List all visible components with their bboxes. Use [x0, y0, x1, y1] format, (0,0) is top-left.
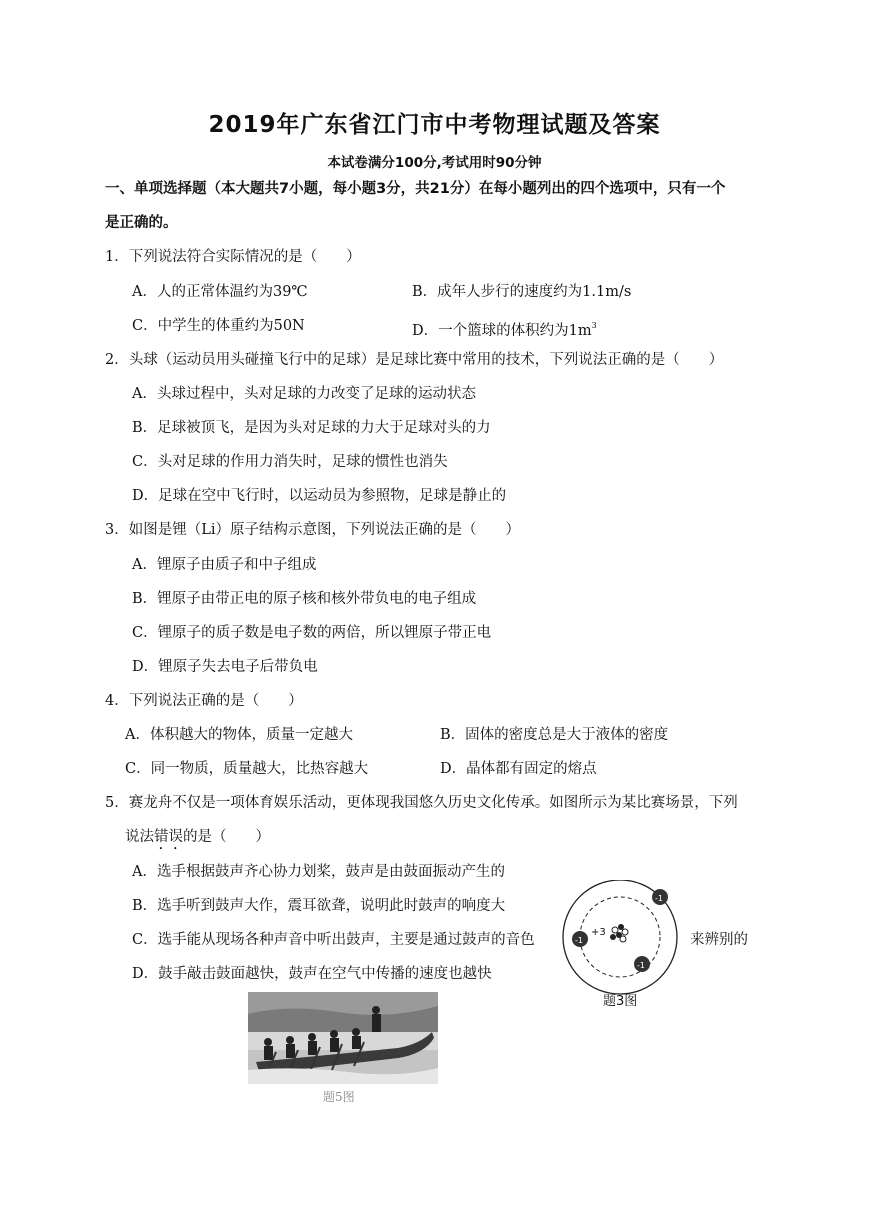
q2-option-b: B．足球被顶飞，是因为头对足球的力大于足球对头的力 — [132, 420, 491, 436]
q4-stem: 4．下列说法正确的是（ ） — [105, 693, 303, 709]
q1-option-d-text: D．一个篮球的体积约为1m — [412, 323, 592, 339]
q1-option-c: C．中学生的体重约为50N — [132, 318, 305, 334]
q5-stem-emphasis: 错误 — [154, 829, 183, 845]
q4-option-c: C．同一物质，质量越大，比热容越大 — [125, 761, 369, 777]
q3-option-b: B．锂原子由带正电的原子核和核外带负电的电子组成 — [132, 591, 477, 607]
q1-option-b: B．成年人步行的速度约为1.1m/s — [412, 284, 632, 300]
page-subtitle: 本试卷满分100分,考试用时90分钟 — [327, 155, 542, 171]
q5-option-c-tail: 来辨别的 — [690, 932, 748, 948]
q4-option-b: B．固体的密度总是大于液体的密度 — [440, 727, 669, 743]
q1-option-d — [412, 317, 597, 340]
electron-label: -1 — [637, 961, 645, 970]
q3-stem: 3．如图是锂（Li）原子结构示意图，下列说法正确的是（ ） — [105, 522, 520, 538]
q5-option-b: B．选手听到鼓声大作，震耳欲聋，说明此时鼓声的响度大 — [132, 898, 506, 914]
q5-stem-pre: 说法 — [125, 829, 154, 845]
fig5-caption: 题5图 — [323, 1090, 355, 1104]
q1-stem: 1．下列说法符合实际情况的是（ ） — [105, 249, 361, 265]
q4-option-d: D．晶体都有固定的熔点 — [440, 761, 597, 777]
q1-option-a: A．人的正常体温约为39℃ — [132, 284, 308, 300]
q3-option-a: A．锂原子由质子和中子组成 — [132, 557, 317, 573]
q5-option-a: A．选手根据鼓声齐心协力划桨，鼓声是由鼓面振动产生的 — [132, 864, 505, 880]
section-heading-line2: 是正确的。 — [105, 215, 178, 231]
q2-option-d: D．足球在空中飞行时，以运动员为参照物，足球是静止的 — [132, 488, 507, 504]
q4-option-a: A．体积越大的物体，质量一定越大 — [125, 727, 353, 743]
q1-option-d-superscript: 3 — [591, 321, 597, 330]
electron-top-right — [652, 889, 668, 905]
q5-option-d: D．鼓手敲击鼓面越快，鼓声在空气中传播的速度也越快 — [132, 966, 492, 982]
dragon-boat-photo — [248, 992, 438, 1084]
electron-label: -1 — [655, 894, 663, 903]
q5-stem-line2 — [125, 828, 270, 853]
nucleus-charge-label: +3 — [591, 927, 606, 938]
electron-label: -1 — [575, 936, 583, 945]
q2-stem: 2．头球（运动员用头碰撞飞行中的足球）是足球比赛中常用的技术，下列说法正确的是（ ） — [105, 352, 724, 368]
q2-option-a: A．头球过程中，头对足球的力改变了足球的运动状态 — [132, 386, 476, 402]
section-heading-line1: 一、单项选择题（本大题共7小题，每小题3分，共21分）在每小题列出的四个选项中，只有一个 — [105, 181, 726, 197]
electron-left — [572, 931, 588, 947]
q5-stem-post: 的是（ ） — [183, 829, 270, 845]
q2-option-c: C．头对足球的作用力消失时，足球的惯性也消失 — [132, 454, 448, 470]
fig3-caption: 题3图 — [603, 994, 638, 1009]
nucleus — [610, 924, 628, 942]
q3-option-c: C．锂原子的质子数是电子数的两倍，所以锂原子带正电 — [132, 625, 492, 641]
electron-bottom-right — [634, 956, 650, 972]
q5-option-c: C．选手能从现场各种声音中听出鼓声，主要是通过鼓声的音色 — [132, 932, 535, 948]
page-title: 2019年广东省江门市中考物理试题及答案 — [208, 112, 661, 138]
q3-option-d: D．锂原子失去电子后带负电 — [132, 659, 318, 675]
q5-stem-line1: 5．赛龙舟不仅是一项体育娱乐活动，更体现我国悠久历史文化传承。如图所示为某比赛场景，下列 — [105, 795, 738, 811]
